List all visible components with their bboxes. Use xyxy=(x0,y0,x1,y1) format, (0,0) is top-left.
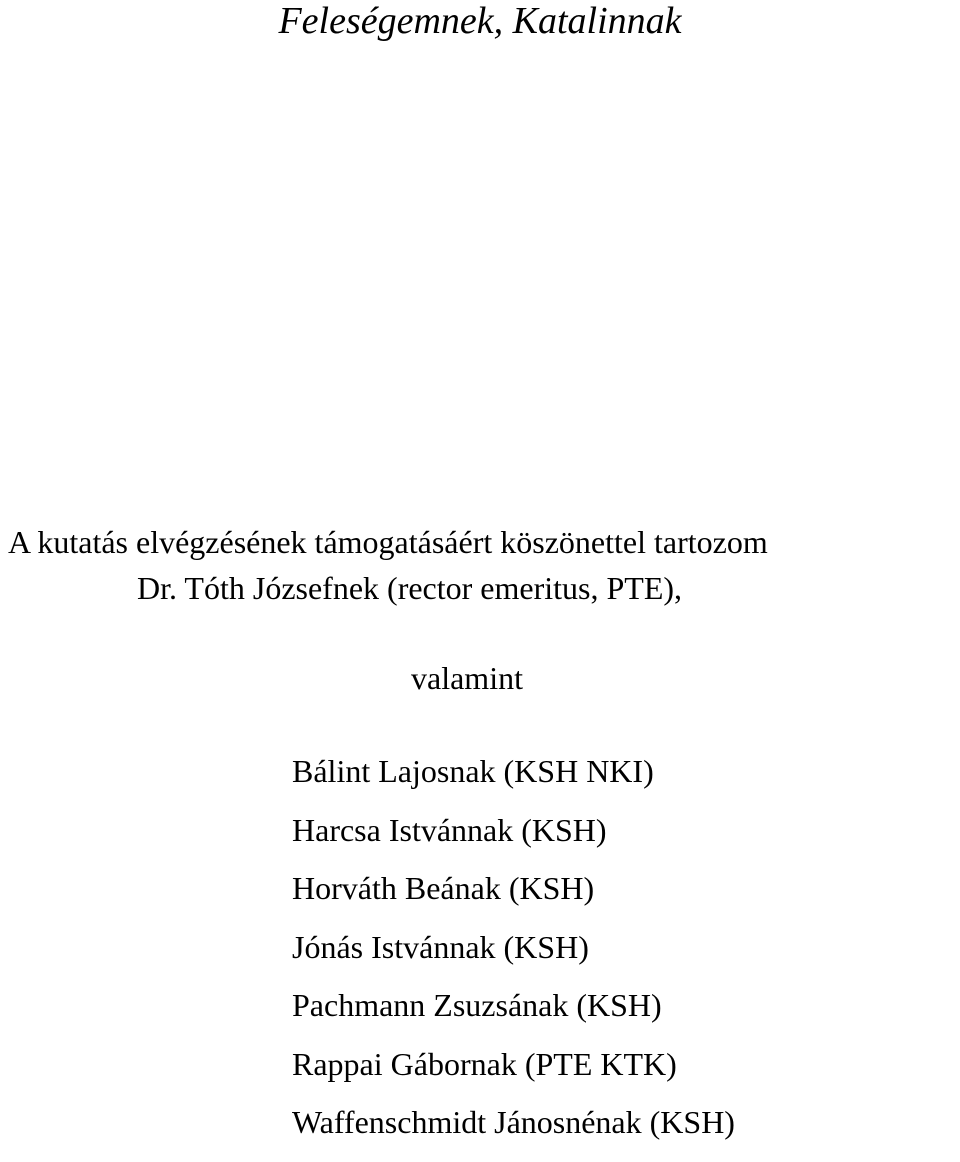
dedication-heading: Feleségemnek, Katalinnak xyxy=(278,0,682,42)
list-item: Bálint Lajosnak (KSH NKI) xyxy=(292,753,654,789)
list-item: Horváth Beának (KSH) xyxy=(292,870,595,906)
list-item: Jónás Istvánnak (KSH) xyxy=(292,928,589,965)
acknowledged-names-list xyxy=(292,752,735,1162)
list-item: Harcsa Istvánnak (KSH) xyxy=(292,811,607,848)
list-item: Rappai Gábornak (PTE KTK) xyxy=(292,1045,677,1082)
acknowledgement-connector: valamint xyxy=(411,660,523,696)
list-item: Waffenschmidt Jánosnénak (KSH) xyxy=(292,1104,735,1140)
acknowledgement-intro: A kutatás elvégzésének támogatásáért köszönettel tartozom xyxy=(8,524,768,560)
acknowledgement-primary-person: Dr. Tóth Józsefnek (rector emeritus, PTE), xyxy=(137,570,683,606)
list-item: Pachmann Zsuzsának (KSH) xyxy=(292,987,662,1023)
